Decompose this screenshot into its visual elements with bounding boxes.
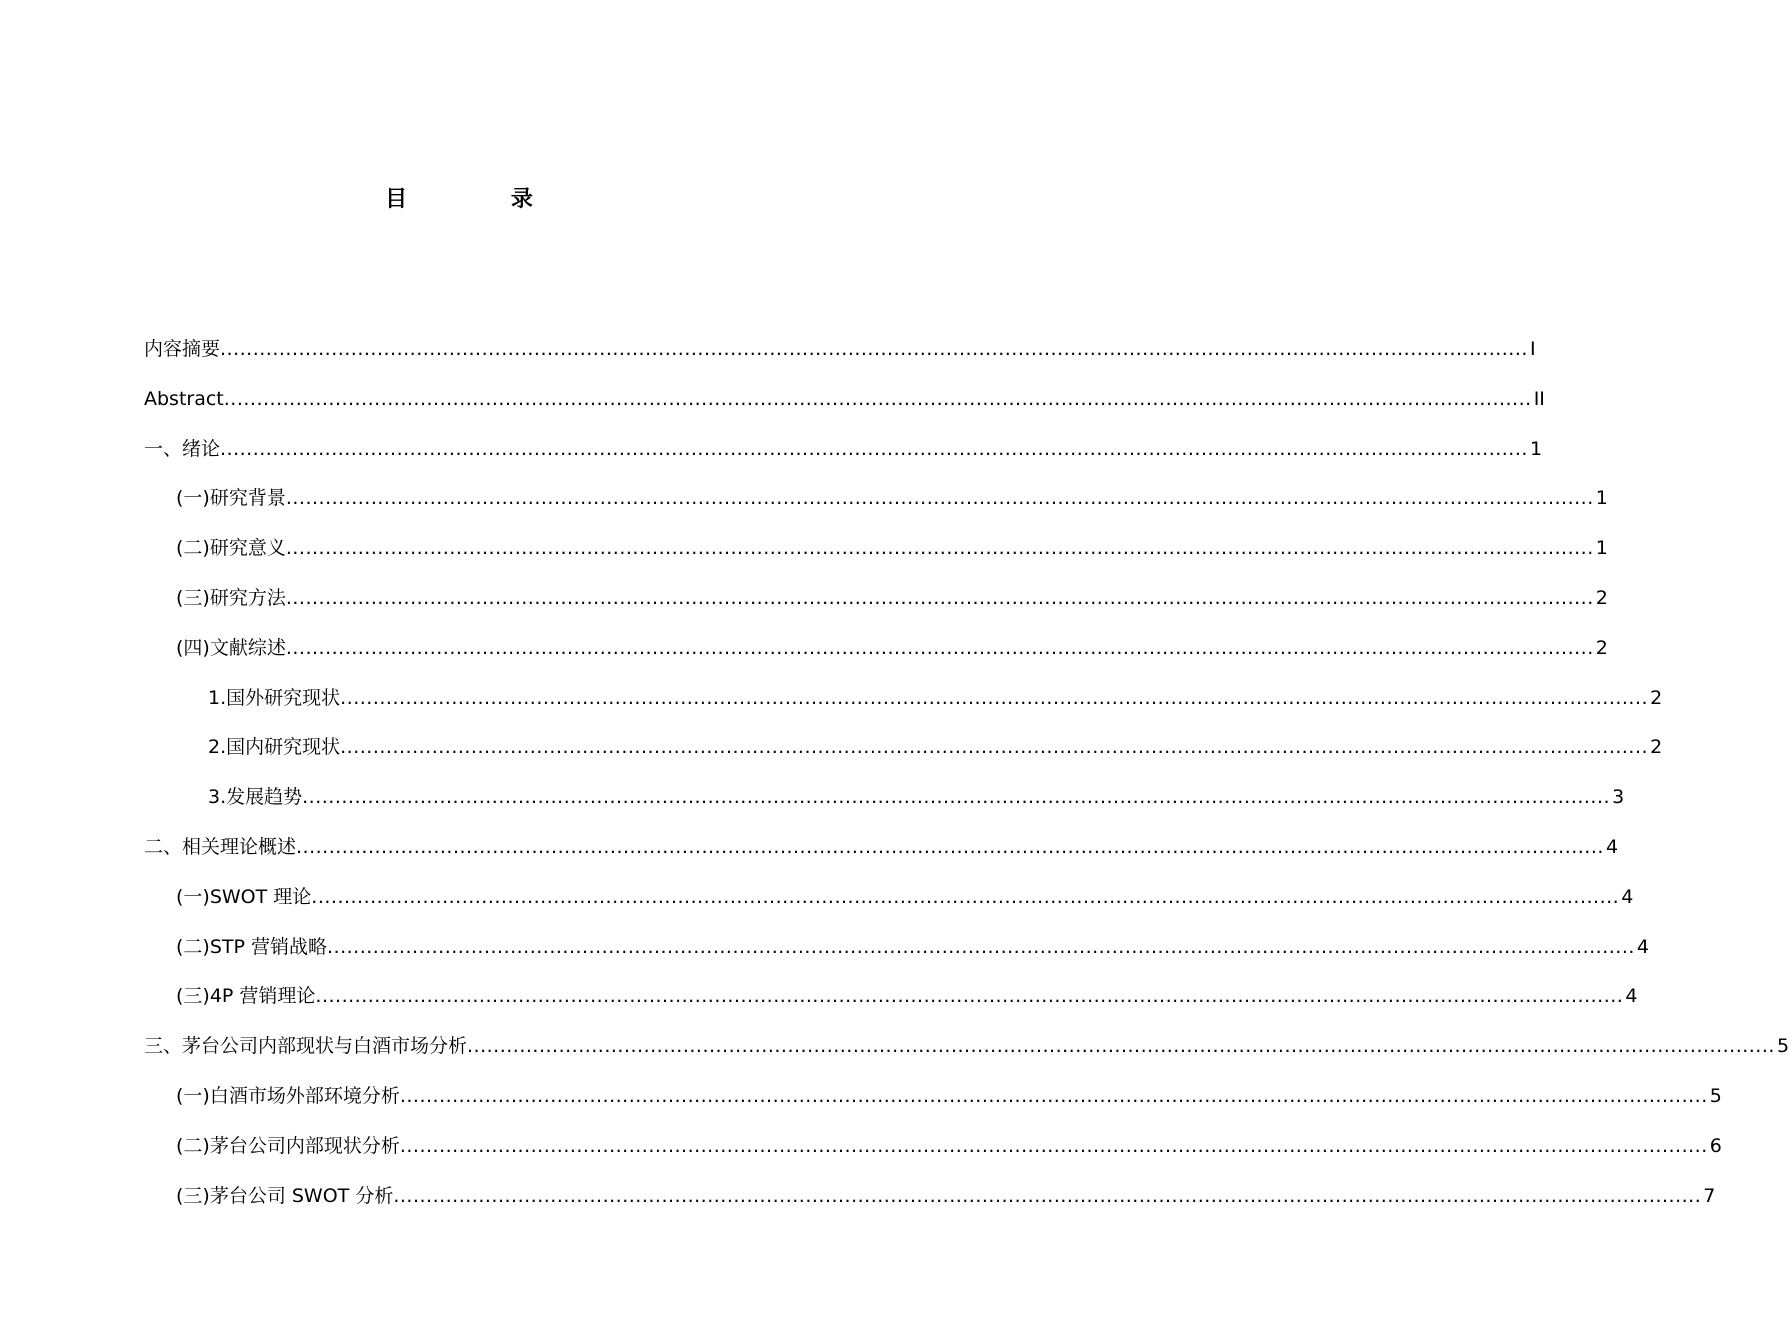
toc-entry[interactable] [144, 828, 1619, 878]
toc-entry-page: 1 [1529, 437, 1543, 460]
toc-dot-leader: ........................................................................................................................................................................................................ [220, 437, 1528, 460]
toc-entry-page: II [1533, 387, 1545, 410]
toc-entry-label: 三、茅台公司内部现状与白酒市场分析 [144, 1035, 468, 1058]
toc-entry-label: 一、绪论 [144, 437, 221, 460]
toc-entry-page: I [1529, 338, 1536, 360]
toc-dot-leader: ........................................................................................................................................................................................................ [220, 338, 1528, 360]
toc-dot-leader: ........................................................................................................................................................................................................ [285, 586, 1594, 609]
toc-dot-leader: ........................................................................................................................................................................................................ [311, 885, 1620, 908]
toc-entry-page: 2 [1650, 686, 1663, 709]
toc-entry-page: 2 [1650, 736, 1663, 759]
toc-dot-leader: ........................................................................................................................................................................................................ [315, 985, 1624, 1008]
toc-entry[interactable] [144, 629, 1608, 679]
toc-entry-label: (三)研究方法 [176, 586, 286, 609]
toc-entry-label: 1.国外研究现状 [208, 686, 341, 709]
toc-entry-page: 5 [1709, 1084, 1722, 1107]
toc-dot-leader: ........................................................................................................................................................................................................ [340, 686, 1649, 709]
toc-entry-label: (二)研究意义 [176, 537, 286, 560]
toc-dot-leader: ........................................................................................................................................................................................................ [340, 736, 1649, 759]
toc-dot-leader: ........................................................................................................................................................................................................ [223, 387, 1532, 410]
toc-entry-page: 4 [1625, 985, 1638, 1008]
toc-entry-label: 二、相关理论概述 [144, 835, 297, 858]
toc-entry-label: (三)4P 营销理论 [176, 985, 316, 1008]
toc-entry-page: 2 [1595, 636, 1608, 659]
toc-entry[interactable] [144, 529, 1608, 579]
toc-dot-leader: ........................................................................................................................................................................................................ [393, 1184, 1702, 1207]
toc-entry-page: 6 [1709, 1134, 1722, 1157]
toc-dot-leader: ........................................................................................................................................................................................................ [467, 1035, 1775, 1058]
toc-entry-label: (三)茅台公司 SWOT 分析 [176, 1184, 394, 1207]
toc-entry[interactable] [144, 1177, 1716, 1227]
toc-entry-page: 4 [1605, 835, 1619, 858]
toc-entry[interactable] [144, 1027, 1789, 1077]
toc-entry-label: (一)SWOT 理论 [176, 885, 312, 908]
toc-dot-leader: ........................................................................................................................................................................................................ [399, 1084, 1708, 1107]
toc-entry[interactable] [144, 430, 1543, 480]
toc-entry-page: 1 [1595, 537, 1608, 560]
toc-entry-label: 内容摘要 [144, 338, 221, 360]
toc-entry[interactable] [144, 928, 1650, 978]
toc-entry-page: 4 [1636, 935, 1650, 958]
toc-entry[interactable] [144, 878, 1634, 928]
toc-entry[interactable] [144, 479, 1608, 529]
toc-list [144, 330, 1789, 1226]
toc-dot-leader: ........................................................................................................................................................................................................ [327, 935, 1635, 958]
toc-entry[interactable] [144, 380, 1545, 430]
toc-title: 目 录 [385, 187, 581, 212]
toc-entry-label: 2.国内研究现状 [208, 736, 341, 759]
toc-entry-label: (一)研究背景 [176, 487, 286, 510]
toc-entry[interactable] [144, 679, 1663, 729]
toc-entry-page: 2 [1595, 586, 1608, 609]
toc-entry[interactable] [144, 330, 1536, 380]
toc-dot-leader: ........................................................................................................................................................................................................ [296, 835, 1604, 858]
toc-entry-label: (二)茅台公司内部现状分析 [176, 1134, 400, 1157]
toc-entry[interactable] [144, 1127, 1722, 1177]
toc-entry-label: (一)白酒市场外部环境分析 [176, 1084, 400, 1107]
toc-entry[interactable] [144, 1077, 1722, 1127]
toc-entry[interactable] [144, 728, 1663, 778]
toc-entry-page: 7 [1703, 1184, 1716, 1207]
toc-entry[interactable] [144, 778, 1625, 828]
toc-dot-leader: ........................................................................................................................................................................................................ [399, 1134, 1708, 1157]
toc-entry-label: (四)文献综述 [176, 636, 286, 659]
toc-dot-leader: ........................................................................................................................................................................................................ [285, 487, 1594, 510]
toc-entry-page: 1 [1595, 487, 1608, 510]
toc-entry-label: Abstract [144, 387, 224, 410]
toc-entry-label: 3.发展趋势 [208, 786, 303, 809]
toc-dot-leader: ........................................................................................................................................................................................................ [302, 786, 1611, 809]
toc-entry-page: 4 [1621, 885, 1634, 908]
toc-entry-page: 5 [1776, 1035, 1789, 1058]
toc-entry[interactable] [144, 977, 1638, 1027]
toc-entry[interactable] [144, 579, 1608, 629]
toc-entry-page: 3 [1612, 786, 1625, 809]
toc-entry-label: (二)STP 营销战略 [176, 935, 327, 958]
toc-dot-leader: ........................................................................................................................................................................................................ [285, 537, 1594, 560]
toc-dot-leader: ........................................................................................................................................................................................................ [285, 636, 1594, 659]
